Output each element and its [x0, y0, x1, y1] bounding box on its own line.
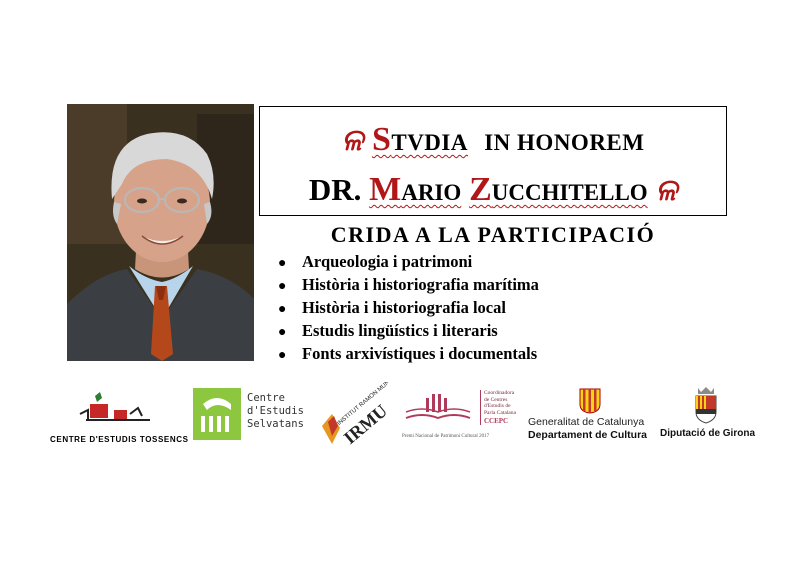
svg-text:IRMU: IRMU: [339, 400, 388, 448]
title-line-2: [260, 171, 726, 209]
logo-generalitat: [528, 388, 654, 448]
bullet-icon: ●: [278, 279, 287, 294]
irmu-emblem-icon: [318, 382, 388, 452]
portrait-photo: [67, 104, 254, 361]
logo-ccepc: [402, 386, 520, 450]
topic-item: ● Història i historiografia local: [278, 296, 539, 319]
ccepc-prize: Premi Nacional de Patrimoni Cultural 2017: [402, 434, 490, 439]
topic-item: ● Estudis lingüístics i literaris: [278, 319, 539, 342]
logo-diputacio-girona: [660, 386, 754, 450]
logo-irmu: [318, 382, 388, 452]
generalitat-line-1: Generalitat de Catalunya: [528, 416, 645, 428]
title-zucchitello-rest: UCCHITELLO: [491, 180, 648, 205]
topics-list: [278, 250, 539, 365]
title-line-1: [260, 121, 726, 159]
bullet-icon: ●: [278, 325, 287, 340]
ccepc-text: Coordinadora de Centres d'Estudis de Parla Catalana CCEPC: [480, 390, 516, 425]
title-stvdia-rest: TVDIA: [391, 130, 468, 155]
bullet-icon: ●: [278, 302, 287, 317]
title-initial-m: M: [369, 171, 402, 208]
title-mario-rest: ARIO: [401, 180, 462, 205]
bullet-icon: ●: [278, 256, 287, 271]
senyera-shield-icon: [579, 388, 601, 414]
title-box: [259, 106, 727, 216]
diputacio-label: Diputació de Girona: [660, 428, 756, 439]
sponsor-logos: [0, 382, 789, 452]
selvatans-emblem-icon: [193, 388, 241, 440]
tossencs-emblem-icon: [50, 390, 185, 428]
logo-tossencs: [50, 390, 189, 450]
topic-item: ● Història i historiografia marítima: [278, 273, 539, 296]
logo-selvatans: [193, 388, 311, 450]
call-for-participation: CRIDA A LA PARTICIPACIÓ: [330, 222, 656, 247]
girona-coat-of-arms-icon: [692, 386, 720, 424]
selvatans-text: Centre d'Estudis Selvatans: [247, 392, 304, 430]
bullet-icon: ●: [278, 348, 287, 363]
tossencs-label: CENTRE D'ESTUDIS TOSSENCS: [50, 435, 189, 444]
topic-item: ● Arqueologia i patrimoni: [278, 250, 539, 273]
ornament-left-icon: ଳ: [341, 124, 364, 157]
title-initial-z: Z: [469, 171, 492, 208]
ccepc-book-icon: [402, 392, 474, 426]
topic-item: ● Fonts arxivístiques i documentals: [278, 342, 539, 365]
title-initial-s: S: [371, 121, 392, 158]
title-in-honorem: IN HONOREM: [484, 130, 645, 155]
svg-text:INSTITUT RAMON MUNTANER: INSTITUT RAMON: [336, 389, 380, 427]
title-dr: DR.: [308, 172, 362, 207]
ornament-right-icon: ଳ: [655, 174, 678, 207]
generalitat-line-2: Departament de Cultura: [528, 429, 648, 441]
